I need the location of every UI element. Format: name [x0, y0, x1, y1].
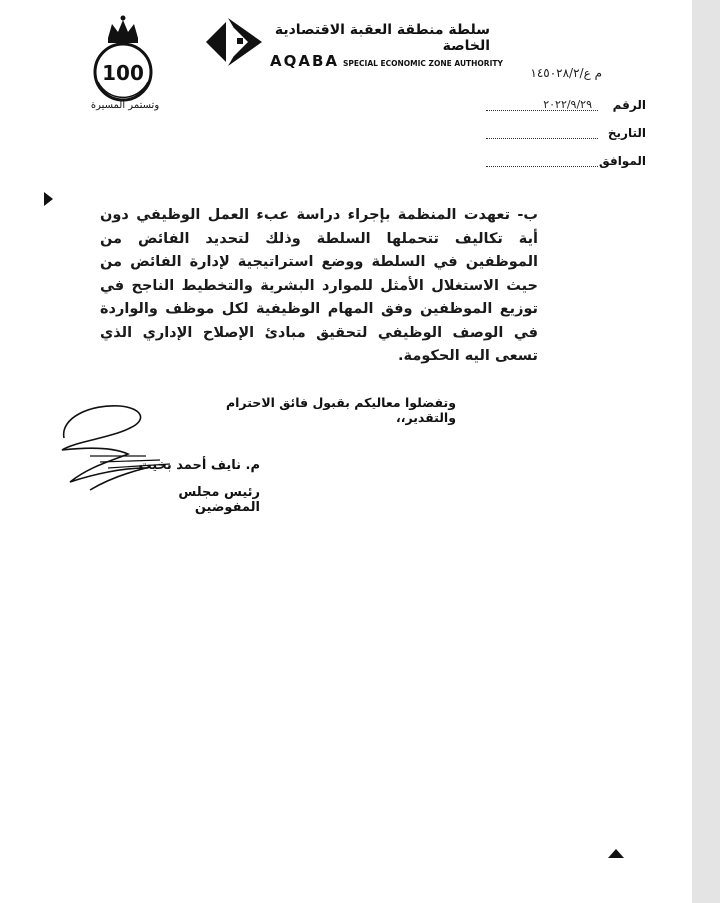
crown-icon — [108, 16, 138, 44]
centenary-slogan: وتستمر المسيرة — [90, 100, 160, 111]
authority-name-ar: سلطة منطقة العقبة الاقتصادية الخاصة — [274, 22, 490, 54]
date-field — [480, 126, 646, 148]
bottom-marker-icon — [608, 849, 624, 858]
aqaba-wordmark: AQABA — [270, 52, 340, 70]
page-edge — [692, 0, 720, 903]
reference-code: م ع/١٤٥٠٢٨/٢ — [530, 66, 602, 80]
left-marker-icon — [44, 192, 53, 206]
authority-name-en — [270, 51, 503, 70]
number-label: الرقم — [612, 98, 646, 112]
authority-subtitle: SPECIAL ECONOMIC ZONE AUTHORITY — [343, 59, 503, 68]
number-value: ٢٠٢٢/٩/٢٩ — [543, 98, 592, 111]
signer-title: رئيس مجلس المفوضين — [178, 485, 260, 515]
signer-name: م. نايف أحمد بخيت — [138, 458, 260, 473]
corresponding-label: الموافق — [599, 154, 646, 168]
body-paragraph: ب- تعهدت المنظمة بإجراء دراسة عبء العمل الوظيفي دون أية تكاليف تتحملها السلطة وذلك لتحديد الفائض من الموظفين في السلطة ووضع استراتيجية لإدارة الفائض من حيث الاستغلال الأمثل للموارد البشرية والتخطيط الناجح في توزيع الموظفين وفق المهام الوظيفية لكل موظف والواردة في الوصف الوظيفي لتحقيق مبادئ الإصلاح الإداري الذي تسعى اليه الحكومة. — [100, 207, 538, 364]
corresponding-dotted-line — [486, 166, 598, 167]
aqaba-logo-icon — [204, 16, 264, 68]
corresponding-field — [480, 154, 646, 176]
closing-line: وتفضلوا معاليكم بقبول فائق الاحترام والتقدير،، — [225, 395, 456, 425]
date-label: التاريخ — [607, 126, 646, 140]
number-field — [480, 98, 646, 120]
date-dotted-line — [486, 138, 598, 139]
svg-text:100: 100 — [102, 61, 144, 85]
handwritten-signature — [50, 398, 200, 498]
